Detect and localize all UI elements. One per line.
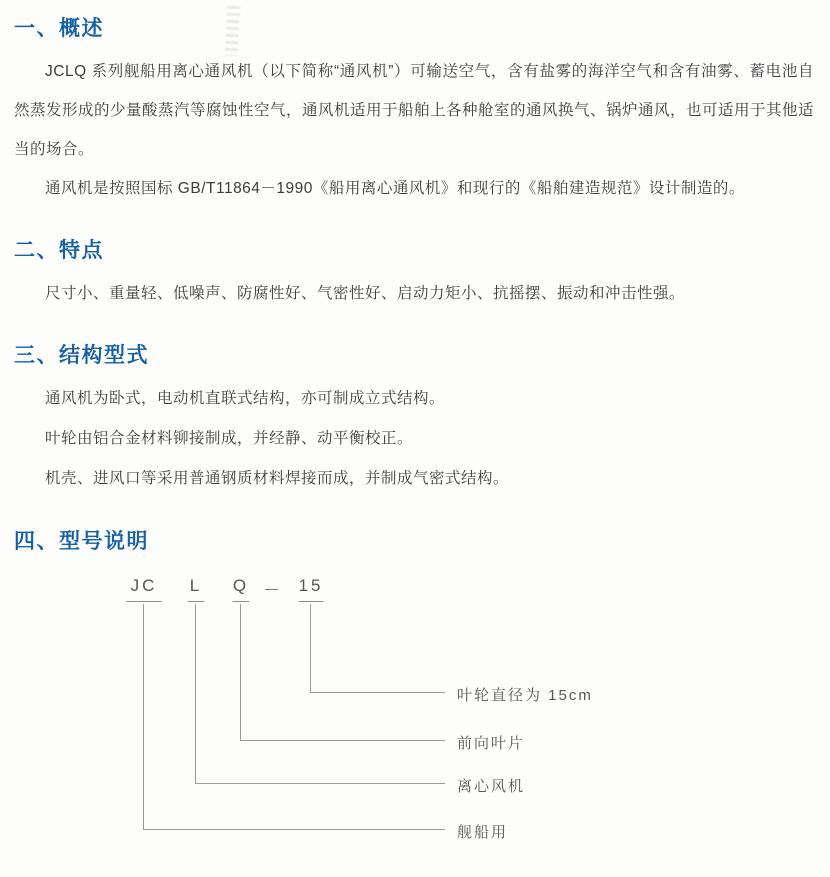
scan-bleed-artifact [225, 6, 241, 57]
structure-paragraph-2: 叶轮由铝合金材料铆接制成，并经静、动平衡校正。 [45, 430, 414, 447]
features-paragraph: 尺寸小、重量轻、低噪声、防腐性好、气密性好、启动力矩小、抗摇摆、振动和冲击性强。 [45, 285, 686, 302]
section-heading-structure: 三、结构型式 [14, 344, 149, 367]
model-code-size: 15 [299, 576, 324, 602]
model-code-series: JC [126, 576, 162, 602]
overview-paragraph-1: JCLQ 系列舰船用离心通风机（以下简称“通风机”）可输送空气，含有盐雾的海洋空气和含有油雾、蓄电池自然蒸发形成的少量酸蒸汽等腐蚀性空气，通风机适用于船舶上各种舱室的通风换气、锅炉通风，也可适用于其他适当的场合。 [14, 63, 815, 158]
model-code-dash: － [263, 581, 283, 600]
leader-line-series [143, 604, 445, 830]
section-heading-model: 四、型号说明 [14, 530, 149, 553]
model-code-blade: Q [233, 576, 250, 602]
diagram-label-forward-blade: 前向叶片 [457, 735, 526, 752]
structure-paragraph-1: 通风机为卧式，电动机直联式结构，亦可制成立式结构。 [45, 390, 446, 407]
model-code-type: L [188, 576, 205, 602]
model-designation-diagram [0, 560, 830, 870]
diagram-label-naval-use: 舰船用 [457, 824, 509, 841]
overview-paragraph-2: 通风机是按照国标 GB/T11864－1990《船用离心通风机》和现行的《船舶建造规范》设计制造的。 [45, 180, 745, 197]
structure-paragraph-3: 机壳、进风口等采用普通钢质材料焊接而成，并制成气密式结构。 [45, 470, 510, 487]
diagram-label-centrifugal-fan: 离心风机 [457, 778, 526, 795]
section-heading-overview: 一、概述 [14, 17, 104, 40]
diagram-label-impeller-diameter: 叶轮直径为 15cm [457, 687, 593, 704]
section-heading-features: 二、特点 [14, 239, 104, 262]
